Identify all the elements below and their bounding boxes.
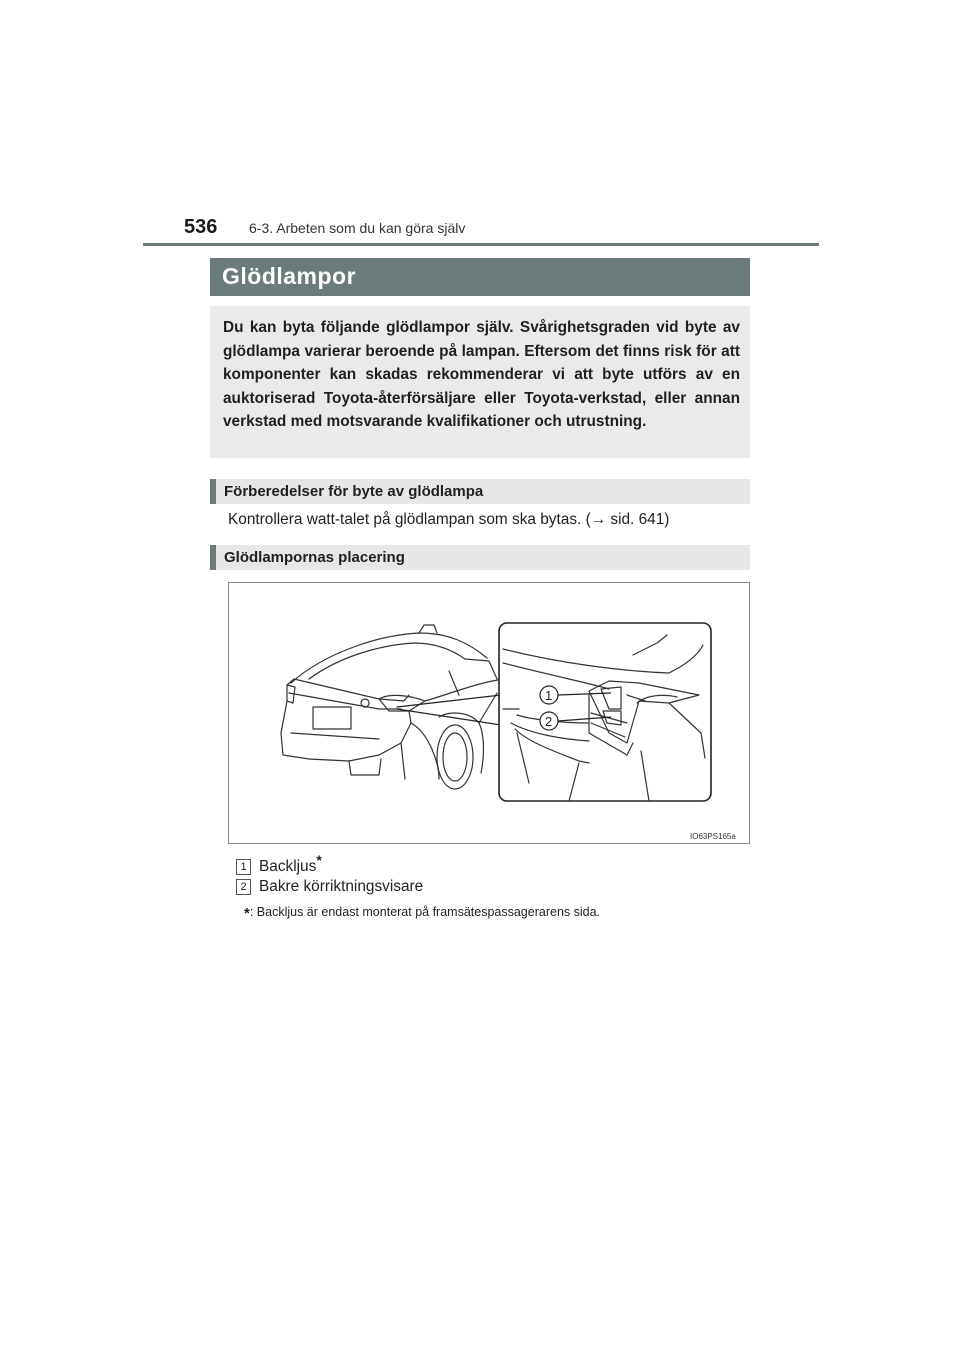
legend-item-1	[236, 852, 322, 876]
subheading-placement-label: Glödlampornas placering	[224, 549, 405, 566]
subheading-bar	[210, 545, 216, 570]
legend-label: Backljus	[259, 858, 317, 876]
page-number: 536	[184, 216, 218, 238]
preparation-text: Kontrollera watt-talet på glödlampan som ska bytas. (→ sid. 641)	[228, 511, 670, 528]
subheading-preparation	[210, 479, 750, 504]
footnote-text: : Backljus är endast monterat på framsätespassagerarens sida.	[249, 905, 601, 919]
page-title: Glödlampor	[222, 263, 357, 289]
footnote-star: *	[244, 905, 250, 922]
callout-1-label: 1	[545, 688, 553, 703]
title-bar	[210, 258, 750, 296]
legend-number: 1	[236, 859, 251, 875]
legend-item-2	[236, 878, 423, 896]
legend-label: Bakre körriktningsvisare	[259, 878, 424, 895]
car-illustration-svg	[229, 583, 749, 843]
subheading-placement	[210, 545, 750, 570]
header-rule	[143, 243, 819, 246]
subheading-bar	[210, 479, 216, 504]
car-rear-illustration	[228, 582, 750, 844]
section-header: 6-3. Arbeten som du kan göra själv	[249, 220, 466, 236]
footnote	[244, 905, 600, 922]
legend-number: 2	[236, 879, 251, 895]
intro-text: Du kan byta följande glödlampor själv. Svårighetsgraden vid byte av glödlampa varierar beroende på lampan. Eftersom det finns risk för att komponenter kan skadas rekommenderar vi att byte utförs av en auktoriserad Toyota-återförsäljare eller Toyota-verkstad, eller annan verkstad med motsvarande kvalifikationer och utrustning.	[223, 319, 740, 430]
figure-code: IO63PS165a	[690, 832, 736, 841]
legend-star: *	[316, 852, 322, 868]
callout-2-label: 2	[545, 714, 553, 729]
intro-box	[210, 306, 750, 458]
subheading-preparation-label: Förberedelser för byte av glödlampa	[224, 483, 484, 500]
